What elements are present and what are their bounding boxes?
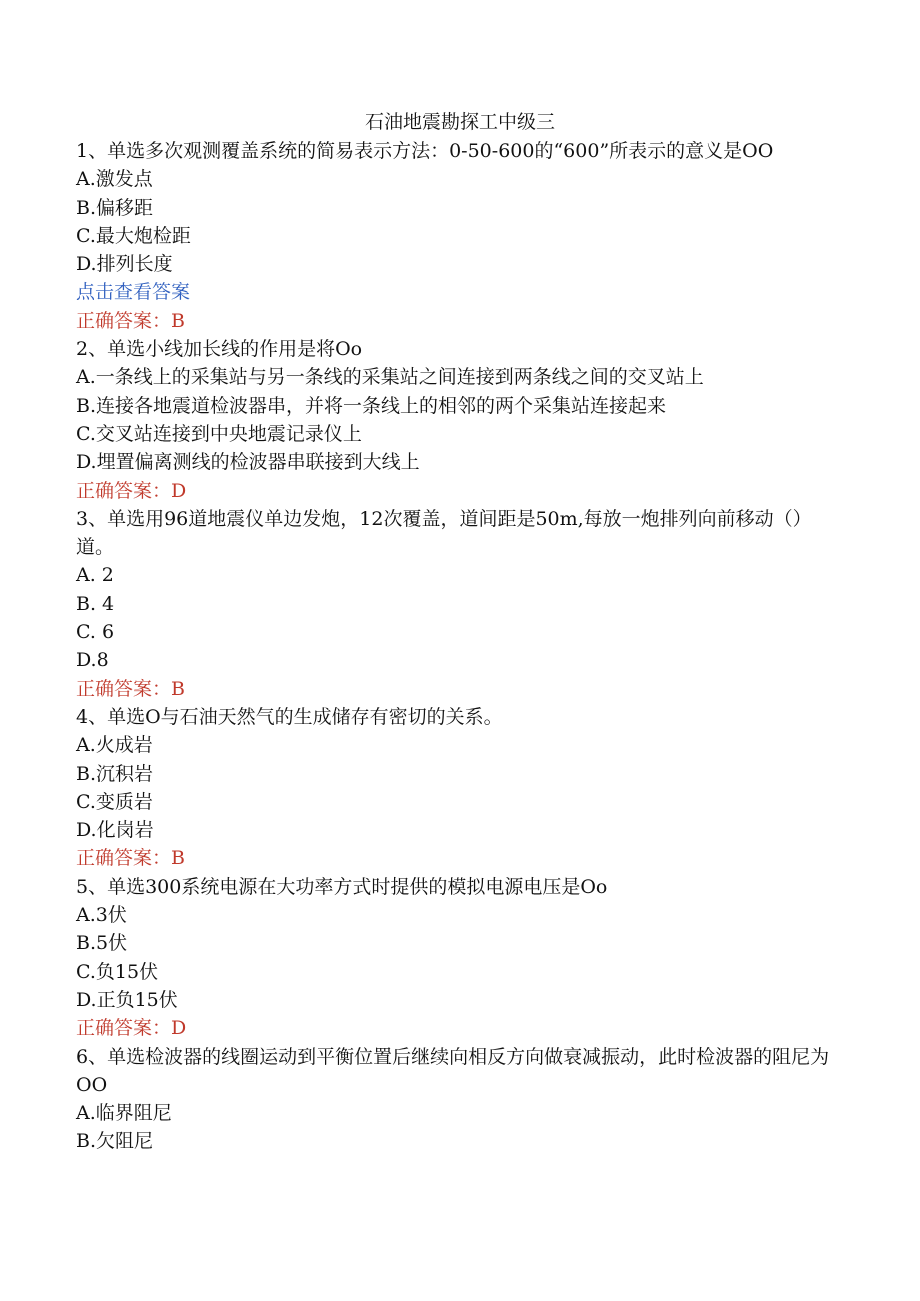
question-stem: 3、单选用96道地震仪单边发炮，12次覆盖，道间距是50m,每放一炮排列向前移动（）道。 <box>76 507 812 559</box>
option-b: B.偏移距 <box>76 196 154 219</box>
question-stem: 2、单选小线加长线的作用是将Oo <box>76 338 363 361</box>
question-4 <box>76 703 836 873</box>
option-b: B.连接各地震道检波器串，并将一条线上的相邻的两个采集站连接起来 <box>76 394 667 417</box>
question-stem: 1、单选多次观测覆盖系统的简易表示方法：0-50-600的“600”所表示的意义是OO <box>76 140 774 162</box>
option-c: C. 6 <box>76 621 115 644</box>
option-a: A.3伏 <box>76 904 127 927</box>
question-stem: 6、单选检波器的线圈运动到平衡位置后继续向相反方向做衰减振动，此时检波器的阻尼为OO <box>76 1045 830 1096</box>
option-a: A.火成岩 <box>76 734 153 757</box>
correct-answer: 正确答案：D <box>76 1017 187 1040</box>
option-a: A.一条线上的采集站与另一条线的采集站之间连接到两条线之间的交叉站上 <box>76 366 704 389</box>
option-c: C.交叉站连接到中央地震记录仪上 <box>76 422 362 445</box>
correct-answer: 正确答案：B <box>76 309 185 332</box>
option-d: D.排列长度 <box>76 253 173 276</box>
option-b: B.沉积岩 <box>76 762 154 785</box>
question-stem: 4、单选O与石油天然气的生成储存有密切的关系。 <box>76 705 503 728</box>
question-5 <box>76 873 836 1043</box>
option-d: D.埋置偏离测线的检波器串联接到大线上 <box>76 451 420 474</box>
question-3 <box>76 505 836 703</box>
option-a: A.激发点 <box>76 168 153 191</box>
question-list <box>76 137 836 1156</box>
question-stem: 5、单选300系统电源在大功率方式时提供的模拟电源电压是Oo <box>76 875 608 898</box>
option-d: D.8 <box>76 649 109 672</box>
option-b: B.5伏 <box>76 932 128 955</box>
option-c: C.最大炮检距 <box>76 224 191 247</box>
option-b: B.欠阻尼 <box>76 1130 154 1153</box>
correct-answer: 正确答案：B <box>76 847 185 870</box>
option-c: C.变质岩 <box>76 790 153 813</box>
option-a: A.临界阻尼 <box>76 1102 172 1125</box>
option-a: A. 2 <box>76 564 114 587</box>
question-1 <box>76 137 836 335</box>
correct-answer: 正确答案：D <box>76 479 187 502</box>
option-d: D.化岗岩 <box>76 819 154 842</box>
option-b: B. 4 <box>76 592 115 615</box>
view-answer-link[interactable]: 点击查看答案 <box>76 281 191 304</box>
option-c: C.负15伏 <box>76 960 159 983</box>
question-6 <box>76 1043 836 1156</box>
question-2 <box>76 335 836 505</box>
correct-answer: 正确答案：B <box>76 677 185 700</box>
option-d: D.正负15伏 <box>76 988 178 1011</box>
document-title: 石油地震勘探工中级三 <box>364 111 555 133</box>
